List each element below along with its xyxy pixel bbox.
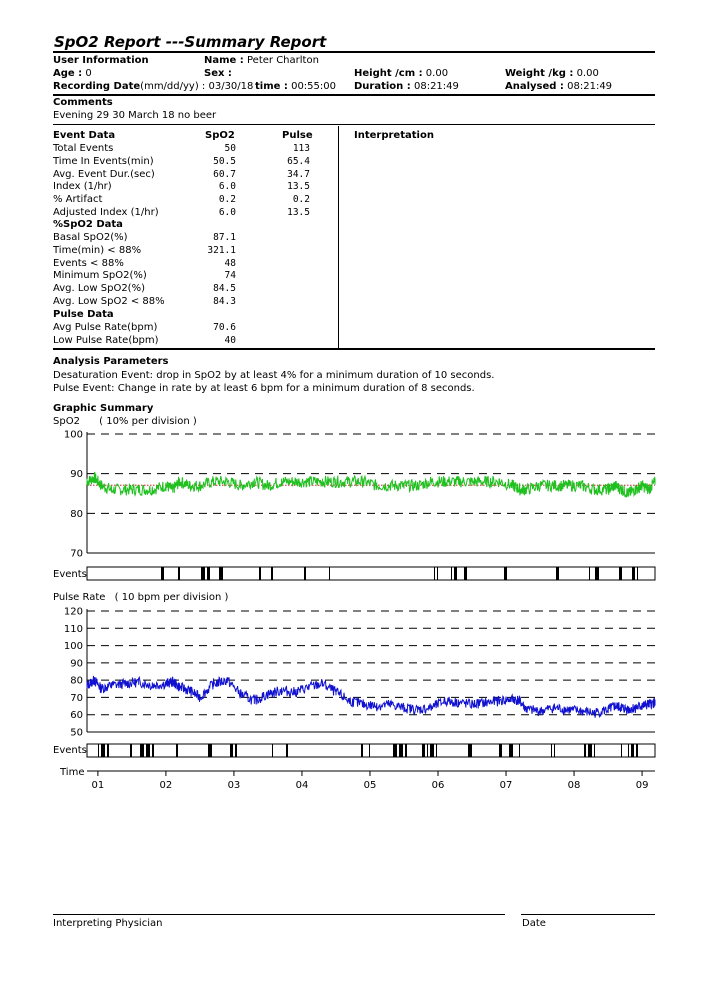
analysis-line-1: Desaturation Event: drop in SpO2 by at least 4% for a minimum duration of 10 seconds. <box>53 370 495 381</box>
pulse-events-event-mark <box>399 744 403 757</box>
weight-label: Weight /kg : <box>505 68 574 79</box>
pulse-events-event-mark <box>176 744 178 757</box>
pulse-row-value: 40 <box>224 334 236 346</box>
spo2-events-event-mark <box>556 567 559 580</box>
pulse-events-event-mark <box>436 744 437 757</box>
analysis-header: Analysis Parameters <box>53 356 169 367</box>
age-value: 0 <box>85 68 92 79</box>
spo2-chart-tick-label: 80 <box>70 508 83 520</box>
report-title: SpO2 Report ---Summary Report <box>54 33 327 51</box>
pulse-events-event-mark <box>230 744 233 757</box>
recording-date-value: 03/30/18 <box>208 81 254 92</box>
spo2-row-value: 84.5 <box>213 283 236 295</box>
pulse-events-event-mark <box>631 744 634 757</box>
event-row-spo2: 0.2 <box>218 194 236 206</box>
spo2-events-event-mark <box>595 567 599 580</box>
pulse-row-label: Low Pulse Rate(bpm) <box>53 334 159 346</box>
pulse-events-event-mark <box>588 744 592 757</box>
pulse-events-event-mark <box>584 744 586 757</box>
pulse-chart-series-line <box>87 676 655 718</box>
spo2-row-value: 87.1 <box>213 232 236 243</box>
spo2-events-event-mark <box>637 567 638 580</box>
time-label: time : <box>255 81 288 92</box>
spo2-events-event-mark <box>201 567 205 580</box>
spo2-events-event-mark <box>271 567 273 580</box>
spo2-row-value: 321.1 <box>207 244 236 256</box>
event-row-spo2: 50.5 <box>213 155 236 167</box>
spo2-events-event-mark <box>632 567 635 580</box>
pulse-events-event-mark <box>393 744 397 757</box>
physician-signature-line <box>53 914 505 915</box>
pulse-events-event-mark <box>361 744 363 757</box>
pulse-events-event-mark <box>235 744 237 757</box>
pulse-events-event-mark <box>422 744 425 757</box>
event-data-header: Event Data <box>53 130 116 141</box>
pulse-events-event-mark <box>140 744 144 757</box>
spo2-events-event-mark <box>464 567 467 580</box>
spo2-events-event-mark <box>329 567 330 580</box>
sex-label: Sex : <box>204 68 232 79</box>
analysed-label: Analysed : <box>505 81 564 92</box>
pulse-chart-tick-label: 70 <box>70 692 83 704</box>
pulse-events-event-mark <box>636 744 638 757</box>
spo2-events-event-mark <box>161 567 164 580</box>
pulse-chart-tick-label: 120 <box>63 606 83 618</box>
pulse-row-label: Avg Pulse Rate(bpm) <box>53 322 158 333</box>
event-row-label: Time In Events(min) <box>53 155 154 167</box>
spo2-row-value: 74 <box>224 270 236 282</box>
col-pulse-header: Pulse <box>282 130 313 141</box>
spo2-events-event-mark <box>451 567 452 580</box>
date-label: Date <box>522 918 546 929</box>
event-row-label: % Artifact <box>53 194 103 206</box>
time-tick-label: 01 <box>91 780 105 791</box>
spo2-chart-series-line <box>87 472 655 497</box>
pulse-chart-tick-label: 90 <box>70 658 83 670</box>
pulse-events-event-mark <box>509 744 513 757</box>
time-tick-label: 06 <box>431 780 445 791</box>
pulse-chart-tick-label: 110 <box>63 623 83 635</box>
duration-label: Duration : <box>354 81 411 92</box>
time-value: 00:55:00 <box>291 81 336 92</box>
pulse-events-event-mark <box>628 744 629 757</box>
recording-date-label: Recording Date <box>53 81 141 92</box>
pulse-events-event-mark <box>272 744 273 757</box>
pulse-chart-tick-label: 80 <box>70 675 83 687</box>
age-label: Age : <box>53 68 83 79</box>
spo2-axis-title: SpO2 <box>53 416 80 427</box>
pulse-events-event-mark <box>468 744 472 757</box>
pulse-events-label: Events <box>53 745 87 756</box>
event-row-pulse: 13.5 <box>287 181 310 193</box>
analysed-value: 08:21:49 <box>567 81 613 92</box>
spo2-row-label: Minimum SpO2(%) <box>53 270 147 282</box>
time-axis-label: Time <box>60 767 85 778</box>
spo2-row-label: Avg. Low SpO2(%) <box>53 283 145 295</box>
pulse-events-event-mark <box>208 744 212 757</box>
pulse-events-frame <box>87 744 655 757</box>
time-tick-label: 04 <box>295 780 309 791</box>
comments-label: Comments <box>53 97 113 108</box>
spo2-data-header: %SpO2 Data <box>53 219 123 230</box>
duration-value: 08:21:49 <box>413 81 459 92</box>
pulse-events-event-mark <box>594 744 595 757</box>
pulse-events-event-mark <box>499 744 502 757</box>
spo2-row-label: Events < 88% <box>53 257 124 269</box>
spo2-row-label: Basal SpO2(%) <box>53 232 128 243</box>
pulse-events-event-mark <box>130 744 132 757</box>
pulse-events-event-mark <box>519 744 520 757</box>
pulse-events-event-mark <box>98 744 99 757</box>
spo2-row-value: 48 <box>224 257 236 269</box>
event-row-spo2: 50 <box>224 143 236 154</box>
event-row-spo2: 60.7 <box>213 168 236 180</box>
user-info-label: User Information <box>53 55 149 66</box>
spo2-events-event-mark <box>207 567 210 580</box>
spo2-events-event-mark <box>454 567 457 580</box>
pulse-events-event-mark <box>369 744 370 757</box>
event-row-pulse: 113 <box>292 143 310 154</box>
pulse-axis-title: Pulse Rate <box>53 592 106 603</box>
height-value: 0.00 <box>425 68 449 79</box>
event-row-label: Adjusted Index (1/hr) <box>53 207 159 218</box>
time-tick-label: 07 <box>499 780 513 791</box>
spo2-events-event-mark <box>178 567 180 580</box>
time-tick-label: 02 <box>159 780 173 791</box>
time-tick-label: 08 <box>567 780 581 791</box>
event-row-label: Total Events <box>53 143 114 154</box>
pulse-events-event-mark <box>430 744 434 757</box>
pulse-division: ( 10 bpm per division ) <box>114 592 229 603</box>
event-row-pulse: 13.5 <box>287 207 310 218</box>
spo2-events-event-mark <box>259 567 261 580</box>
spo2-events-event-mark <box>304 567 306 580</box>
spo2-events-label: Events <box>53 569 87 580</box>
pulse-events-event-mark <box>554 744 555 757</box>
spo2-chart-tick-label: 100 <box>63 429 83 441</box>
event-row-pulse: 34.7 <box>287 168 310 180</box>
pulse-events-event-mark <box>427 744 428 757</box>
event-row-pulse: 0.2 <box>292 194 310 206</box>
spo2-events-event-mark <box>504 567 507 580</box>
pulse-data-header: Pulse Data <box>53 309 114 320</box>
event-row-pulse: 65.4 <box>287 155 310 167</box>
spo2-row-value: 84.3 <box>213 296 236 307</box>
spo2-events-event-mark <box>434 567 435 580</box>
physician-label: Interpreting Physician <box>53 918 163 929</box>
pulse-events-event-mark <box>621 744 622 757</box>
pulse-row-value: 70.6 <box>213 322 236 333</box>
pulse-chart-tick-label: 50 <box>70 727 83 739</box>
spo2-events-event-mark <box>219 567 223 580</box>
time-tick-label: 03 <box>227 780 241 791</box>
event-row-label: Index (1/hr) <box>53 181 112 193</box>
name-value: Peter Charlton <box>247 55 319 66</box>
pulse-events-event-mark <box>286 744 288 757</box>
height-label: Height /cm : <box>354 68 423 79</box>
pulse-chart-tick-label: 60 <box>70 710 83 722</box>
weight-value: 0.00 <box>576 68 599 79</box>
graphic-summary-header: Graphic Summary <box>53 403 154 414</box>
pulse-events-event-mark <box>107 744 109 757</box>
time-tick-label: 05 <box>363 780 377 791</box>
date-signature-line <box>521 914 655 915</box>
spo2-division: ( 10% per division ) <box>99 416 197 427</box>
time-tick-label: 09 <box>635 780 649 791</box>
analysis-line-2: Pulse Event: Change in rate by at least 6 bpm for a minimum duration of 8 seconds. <box>53 383 475 394</box>
spo2-events-frame <box>87 567 655 580</box>
pulse-events-event-mark <box>405 744 407 757</box>
recording-date-format: (mm/dd/yy) : <box>140 81 206 92</box>
pulse-events-event-mark <box>551 744 552 757</box>
spo2-events-event-mark <box>437 567 438 580</box>
spo2-chart-tick-label: 90 <box>70 469 83 481</box>
spo2-chart-tick-label: 70 <box>70 548 83 560</box>
event-row-spo2: 6.0 <box>218 181 236 193</box>
spo2-events-event-mark <box>589 567 590 580</box>
event-row-spo2: 6.0 <box>218 207 236 218</box>
pulse-events-event-mark <box>101 744 105 757</box>
pulse-events-event-mark <box>146 744 150 757</box>
spo2-row-label: Time(min) < 88% <box>53 244 142 256</box>
pulse-chart-tick-label: 100 <box>63 641 83 653</box>
event-row-label: Avg. Event Dur.(sec) <box>53 168 155 180</box>
col-spo2-header: SpO2 <box>205 130 235 141</box>
pulse-events-event-mark <box>152 744 154 757</box>
spo2-events-event-mark <box>619 567 622 580</box>
spo2-row-label: Avg. Low SpO2 < 88% <box>53 296 165 307</box>
interpretation-label: Interpretation <box>354 130 434 141</box>
name-label: Name : <box>204 55 244 66</box>
comments-value: Evening 29 30 March 18 no beer <box>53 110 217 121</box>
